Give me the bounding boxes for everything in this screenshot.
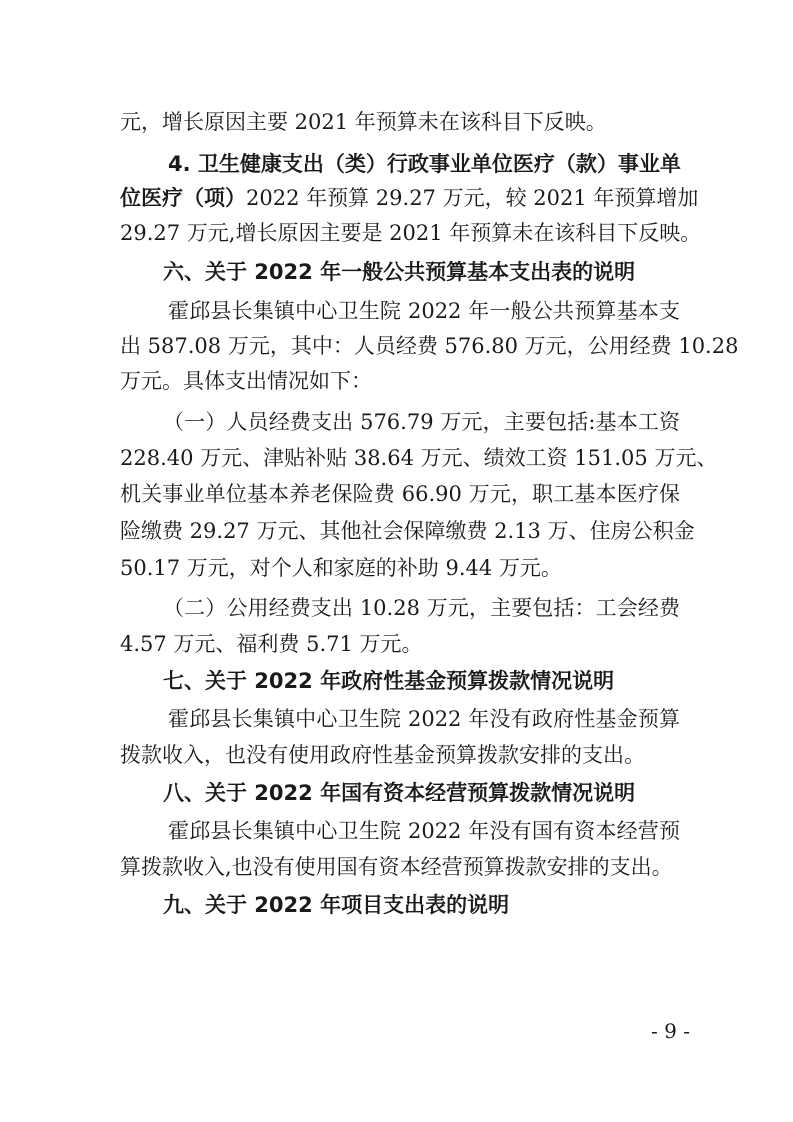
section-6-line-1: 霍邱县长集镇中心卫生院 2022 年一般公共预算基本支 xyxy=(168,299,680,323)
personnel-expense-line-4: 险缴费 29.27 万元、其他社会保障缴费 2.13 万、住房公积金 xyxy=(120,519,695,543)
section-heading-6: 六、关于 2022 年一般公共预算基本支出表的说明 xyxy=(163,260,636,284)
public-expense-line-2: 4.57 万元、福利费 5.71 万元。 xyxy=(120,632,423,656)
item-4-text: 2022 年预算 29.27 万元，较 2021 年预算增加 xyxy=(246,186,699,210)
personnel-expense-line-2: 228.40 万元、津贴补贴 38.64 万元、绩效工资 151.05 万元、 xyxy=(120,446,718,470)
item-4-line-1 xyxy=(168,150,680,178)
section-8-line-2: 算拨款收入,也没有使用国有资本经营预算拨款安排的支出。 xyxy=(120,855,673,879)
page-number: - 9 - xyxy=(651,1019,690,1043)
section-8-line-1: 霍邱县长集镇中心卫生院 2022 年没有国有资本经营预 xyxy=(168,819,680,843)
public-expense-line-1: （二）公用经费支出 10.28 万元，主要包括：工会经费 xyxy=(163,596,680,620)
personnel-expense-line-1: （一）人员经费支出 576.79 万元，主要包括:基本工资 xyxy=(163,410,680,434)
personnel-expense-line-3: 机关事业单位基本养老保险费 66.90 万元，职工基本医疗保 xyxy=(120,482,680,506)
section-6-line-2: 出 587.08 万元，其中：人员经费 576.80 万元，公用经费 10.28 xyxy=(120,334,739,358)
item-4-line-3: 29.27 万元,增长原因主要是 2021 年预算未在该科目下反映。 xyxy=(120,221,702,245)
section-7-line-2: 拨款收入，也没有使用政府性基金预算拨款安排的支出。 xyxy=(120,743,645,767)
section-heading-8: 八、关于 2022 年国有资本经营预算拨款情况说明 xyxy=(163,781,636,805)
item-4-line-2 xyxy=(120,184,699,212)
personnel-expense-line-5: 50.17 万元，对个人和家庭的补助 9.44 万元。 xyxy=(120,556,562,580)
section-6-line-3: 万元。具体支出情况如下： xyxy=(120,369,372,393)
body-text-line: 元，增长原因主要 2021 年预算未在该科目下反映。 xyxy=(120,110,607,134)
item-4-bold-title: 4. 卫生健康支出（类）行政事业单位医疗（款）事业单 xyxy=(168,152,681,176)
section-heading-9: 九、关于 2022 年项目支出表的说明 xyxy=(163,893,510,917)
section-heading-7: 七、关于 2022 年政府性基金预算拨款情况说明 xyxy=(163,669,615,693)
section-7-line-1: 霍邱县长集镇中心卫生院 2022 年没有政府性基金预算 xyxy=(168,707,680,731)
item-4-bold-continuation: 位医疗（项） xyxy=(120,186,246,210)
